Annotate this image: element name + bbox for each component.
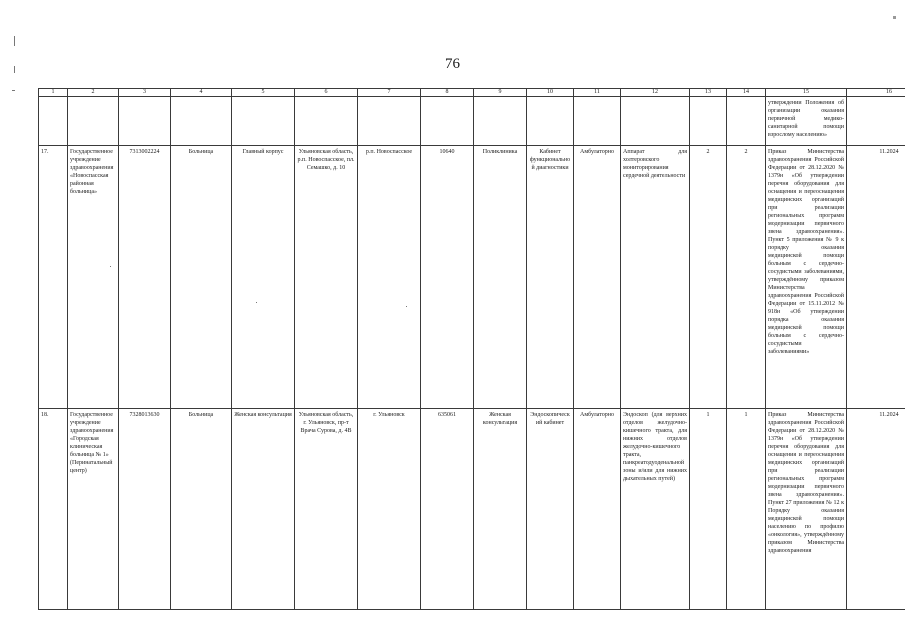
column-number: 7	[358, 89, 421, 97]
quantity: 1	[727, 409, 766, 610]
target-date: 11.2024	[847, 146, 905, 409]
legal-basis: Приказ Министерства здравоохранения Российской Федерации от 28.12.2020 № 1379н «Об утверждении перечня оборудования для оснащения и переоснащения медицинских организаций при реализации региональных программ модернизации первичного звена здравоохранения». Пункт 27 приложения № 12 к Порядку оказания медицинской помощи населению по профилю «онкология», утверждённому приказом Министерства здравоохранения	[766, 409, 847, 610]
legal-basis: Приказ Министерства здравоохранения Российской Федерации от 28.12.2020 № 1379н «Об утверждении перечня оборудования для оснащения и переоснащения медицинских организаций при реализации региональных программ модернизации первичного звена здравоохранения». Пункт 5 приложения № 9 к порядку оказания медицинской помощи больным с сердечно-сосудистыми заболеваниями, утверждённому приказом Министерства здравоохранения Российской Федерации от 15.11.2012 № 918н «Об утверждении порядка оказания медицинской помощи больным с сердечно-сосудистыми заболеваниями»	[766, 146, 847, 409]
population: 635061	[421, 409, 474, 610]
room: Эндоскопический кабинет	[527, 409, 574, 610]
inn-code: 7313002224	[119, 146, 171, 409]
quantity: 2	[727, 146, 766, 409]
care-mode: Амбулаторно	[574, 409, 621, 610]
scan-artifact	[12, 90, 15, 91]
settlement: р.п. Новоспасское	[358, 146, 421, 409]
table-row	[39, 146, 905, 409]
building-name: Главный корпус	[232, 146, 295, 409]
address: Ульяновская область, р.п. Новоспасское, пл. Семашко, д. 10	[295, 146, 358, 409]
scan-artifact	[14, 36, 15, 46]
column-number: 10	[527, 89, 574, 97]
page-number: 76	[445, 56, 460, 72]
table-row	[39, 409, 905, 610]
column-number: 4	[171, 89, 232, 97]
organization-name: Государственное учреждение здравоохранения «Городская клиническая больница № 1» (Перинатальный центр)	[68, 409, 119, 610]
legal-basis-continued: утверждении Положения об организации оказания первичной медико-санитарной помощи взрослому населению»	[766, 97, 847, 146]
column-number: 3	[119, 89, 171, 97]
column-number: 13	[690, 89, 727, 97]
organization-name: Государственное учреждение здравоохранения «Новоспасская районная больница»	[68, 146, 119, 409]
quantity: 1	[690, 409, 727, 610]
facility-type: Больница	[171, 146, 232, 409]
facility-type: Больница	[171, 409, 232, 610]
population: 10640	[421, 146, 474, 409]
column-number: 6	[295, 89, 358, 97]
column-number: 16	[847, 89, 905, 97]
equipment-registry-table	[38, 88, 905, 610]
unit: Женская консультация	[474, 409, 527, 610]
column-number: 8	[421, 89, 474, 97]
row-number: 18.	[39, 409, 68, 610]
address: Ульяновская область, г. Ульяновск, пр-т Врача Сурова, д. 4В	[295, 409, 358, 610]
building-name: Женская консультация	[232, 409, 295, 610]
unit: Поликлиника	[474, 146, 527, 409]
scan-artifact	[893, 16, 896, 19]
column-number-row	[39, 89, 905, 97]
column-number: 2	[68, 89, 119, 97]
room: Кабинет функциональной диагностики	[527, 146, 574, 409]
column-number: 15	[766, 89, 847, 97]
equipment-name: Эндоскоп (для верхних отделов желудочно-кишечного тракта, для нижних отделов желудочно-кишечного тракта, панкреатодуоденальной зоны и/или для нижних дыхательных путей)	[621, 409, 690, 610]
equipment-name: Аппарат для холтеровского мониторирования сердечной деятельности	[621, 146, 690, 409]
column-number: 14	[727, 89, 766, 97]
settlement: г. Ульяновск	[358, 409, 421, 610]
quantity: 2	[690, 146, 727, 409]
column-number: 12	[621, 89, 690, 97]
column-number: 9	[474, 89, 527, 97]
target-date: 11.2024	[847, 409, 905, 610]
column-number: 5	[232, 89, 295, 97]
table-row	[39, 97, 905, 146]
row-number: 17.	[39, 146, 68, 409]
column-number: 11	[574, 89, 621, 97]
inn-code: 7328013630	[119, 409, 171, 610]
care-mode: Амбулаторно	[574, 146, 621, 409]
column-number: 1	[39, 89, 68, 97]
